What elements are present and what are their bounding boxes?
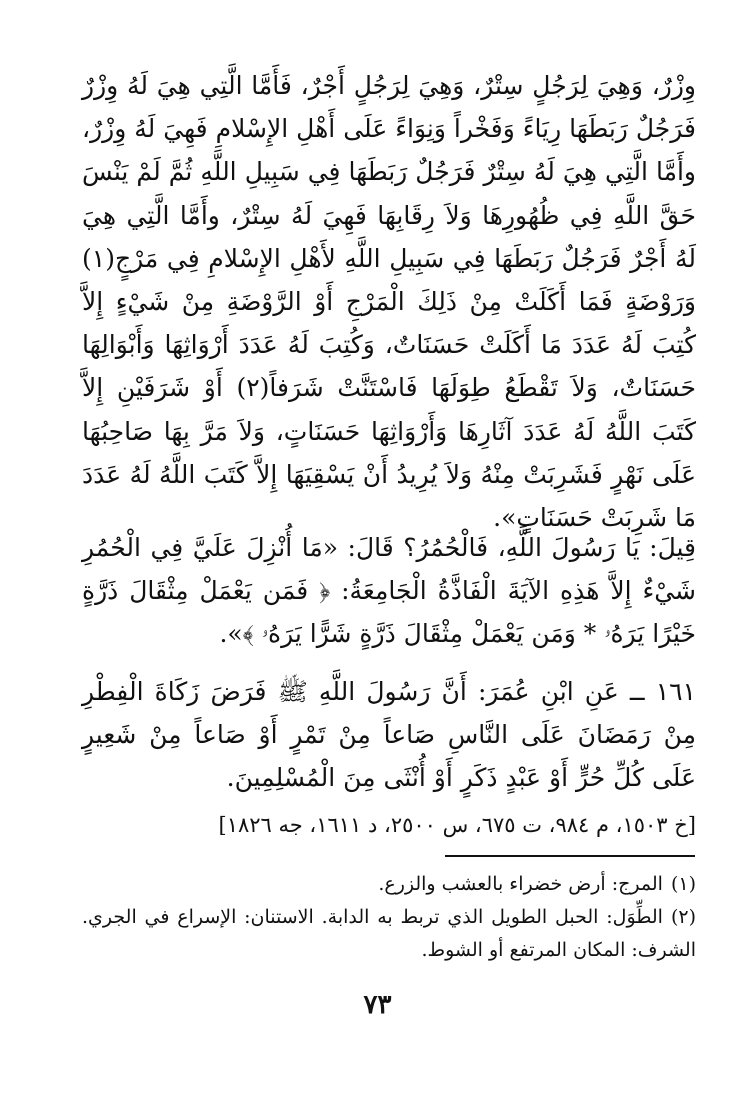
footnote-2 bbox=[82, 901, 696, 967]
footnote-text: المرج: أرض خضراء بالعشب والزرع. bbox=[378, 873, 663, 895]
footnotes bbox=[82, 868, 696, 967]
footnote-number: (١) bbox=[670, 873, 696, 895]
footnote-number: (٢) bbox=[670, 906, 696, 928]
footnote-1 bbox=[82, 868, 696, 901]
hadith-161-paragraph: ١٦١ ــ عَنِ ابْنِ عُمَرَ: أَنَّ رَسُولَ اللَّهِ ﷺ فَرَضَ زَكَاةَ الْفِطْرِ مِنْ رَمَضَانَ عَلَى النَّاسِ صَاعاً مِنْ تَمْرٍ أَوْ صَاعاً مِنْ شَعِيرٍ عَلَى كُلِّ حُرٍّ أَوْ عَبْدٍ ذَكَرٍ أَوْ أُنْثَى مِنَ الْمُسْلِمِينَ. bbox=[82, 677, 696, 793]
footnote-divider bbox=[445, 855, 695, 857]
page-body bbox=[82, 64, 696, 842]
footnote-text: الطِّوَل: الحبل الطويل الذي تربط به الدابة. الاستنان: الإسراع في الجري. الشرف: المكان المرتفع أو الشوط. bbox=[82, 906, 696, 961]
hadith-references: [خ ١٥٠٣، م ٩٨٤، ت ٦٧٥، س ٢٥٠٠، د ١٦١١، جه ١٨٢٦] bbox=[218, 813, 696, 837]
page-number: ٧٣ bbox=[363, 990, 392, 1020]
question-paragraph: قِيلَ: يَا رَسُولَ اللَّهِ، فَالْحُمُرُ؟ قَالَ: «مَا أُنْزِلَ عَلَيَّ فِي الْحُمُرِ شَيْءٌ إِلاَّ هَذِهِ الآيَةَ الْفَاذَّةُ الْجَامِعَةُ: ﴿ فَمَن يَعْمَلْ مِثْقَالَ ذَرَّةٍ خَيْرًا يَرَهُۥ * وَمَن يَعْمَلْ مِثْقَالَ ذَرَّةٍ شَرًّا يَرَهُۥ ﴾». bbox=[82, 533, 696, 649]
hadith-paragraph-continued: وِزْرٌ، وَهِيَ لِرَجُلٍ سِتْرٌ، وَهِيَ لِرَجُلٍ أَجْرٌ، فَأَمَّا الَّتِي هِيَ لَهُ وِزْرٌ فَرَجُلٌ رَبَطَهَا رِيَاءً وَفَخْراً وَنِوَاءً عَلَى أَهْلِ الإِسْلامِ فَهِيَ لَهُ وِزْرٌ، وأَمَّا الَّتِي هِيَ لَهُ سِتْرٌ فَرَجُلٌ رَبَطَهَا فِي سَبِيلِ اللَّهِ ثُمَّ لَمْ يَنْسَ حَقَّ اللَّهِ فِي ظُهُورِهَا وَلاَ رِقَابِهَا فَهِيَ لَهُ سِتْرٌ، وأَمَّا الَّتِي هِيَ لَهُ أَجْرٌ فَرَجُلٌ رَبَطَهَا فِي سَبِيلِ اللَّهِ لأَهْلِ الإِسْلامِ فِي مَرْجٍ(١) وَرَوْضَةٍ فَمَا أَكَلَتْ مِنْ ذَلِكَ الْمَرْجِ أَوْ الرَّوْضَةِ مِنْ شَيْءٍ إِلاَّ كُتِبَ لَهُ عَدَدَ مَا أَكَلَتْ حَسَنَاتٌ، وَكُتِبَ لَهُ عَدَدَ أَرْوَاثِهَا وَأَبْوَالِهَا حَسَنَاتٌ، وَلاَ تَقْطَعُ طِوَلَهَا فَاسْتَنَّتْ شَرَفاً(٢) أَوْ شَرَفَيْنِ إِلاَّ كَتَبَ اللَّهُ لَهُ عَدَدَ آثَارِهَا وَأَرْوَاثِهَا حَسَنَاتٍ، وَلاَ مَرَّ بِهَا صَاحِبُهَا عَلَى نَهْرٍ فَشَرِبَتْ مِنْهُ وَلاَ يُرِيدُ أَنْ يَسْقِيَهَا إِلاَّ كَتَبَ اللَّهُ لَهُ عَدَدَ مَا شَرِبَتْ حَسَنَاتٍ». bbox=[82, 71, 696, 533]
